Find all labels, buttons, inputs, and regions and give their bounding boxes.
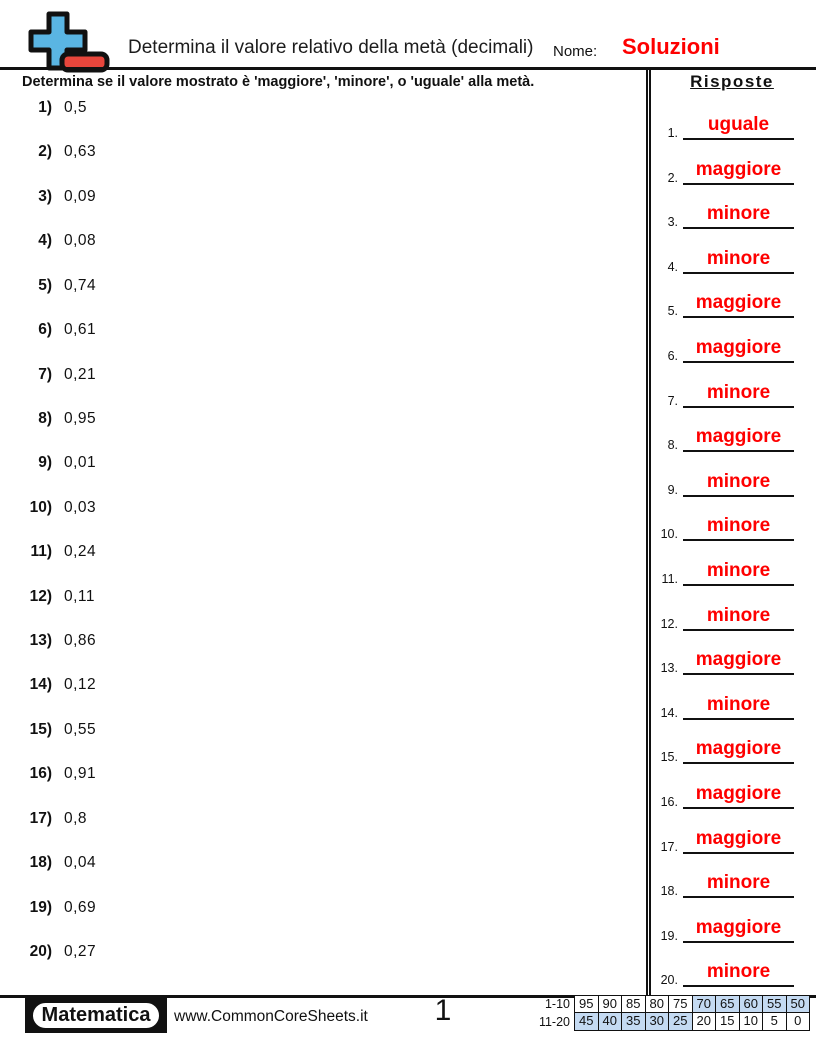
header-rule — [0, 67, 816, 70]
answer-row — [652, 773, 794, 809]
problem-value: 0,5 — [64, 99, 88, 116]
problem-value: 0,74 — [64, 276, 97, 294]
problem-value: 0,03 — [64, 498, 97, 516]
score-cell: 95 — [574, 995, 599, 1013]
problem-value: 0,86 — [64, 632, 97, 650]
problem-value: 0,55 — [64, 720, 97, 738]
problem-row — [8, 765, 208, 783]
answer-number: 14. — [660, 705, 678, 720]
instruction-text: Determina se il valore mostrato è 'maggiore', 'minore', o 'uguale' alla metà. — [22, 74, 535, 90]
problem-value: 0,8 — [64, 809, 88, 827]
problem-row — [8, 676, 208, 694]
problem-number: 3) — [38, 187, 52, 205]
problem-number: 7) — [38, 365, 52, 383]
problem-number: 16) — [29, 765, 52, 783]
answer-value: minore — [683, 248, 794, 274]
answer-row — [652, 550, 794, 586]
answer-row — [652, 595, 794, 631]
problem-value: 0,27 — [64, 942, 97, 960]
problem-row — [8, 277, 208, 295]
score-cell: 65 — [715, 995, 740, 1013]
answer-value: minore — [683, 203, 794, 229]
answer-number: 16. — [660, 795, 678, 809]
score-cell: 45 — [574, 1012, 599, 1031]
answer-number: 2. — [667, 170, 678, 185]
answer-row — [652, 193, 794, 229]
problem-number: 9) — [38, 454, 52, 472]
answer-value: minore — [683, 961, 794, 987]
answer-value: maggiore — [683, 292, 794, 318]
answer-row — [652, 327, 794, 363]
problem-value: 0,11 — [64, 587, 96, 605]
problem-value: 0,61 — [64, 321, 97, 339]
problem-value: 0,09 — [64, 187, 97, 205]
problem-value: 0,08 — [64, 232, 97, 250]
column-divider — [646, 70, 651, 995]
problem-value: 0,95 — [64, 409, 97, 427]
answer-row — [652, 684, 794, 720]
answer-value: maggiore — [683, 159, 794, 185]
problem-row — [8, 588, 208, 606]
page-title: Determina il valore relativo della metà (decimali) — [128, 37, 534, 58]
score-cell: 75 — [668, 995, 693, 1013]
answer-row — [652, 372, 794, 408]
problem-row — [8, 321, 208, 339]
problem-row — [8, 499, 208, 517]
problem-value: 0,91 — [64, 765, 97, 783]
problem-number: 19) — [29, 898, 52, 916]
website-url: www.CommonCoreSheets.it — [174, 1008, 368, 1025]
answer-number: 11. — [661, 572, 678, 586]
problem-number: 12) — [29, 587, 52, 605]
answer-value: minore — [683, 515, 794, 541]
answer-value: maggiore — [683, 337, 794, 363]
problem-row — [8, 99, 208, 117]
page-number: 1 — [434, 994, 452, 1027]
problem-row — [8, 454, 208, 472]
problem-number: 17) — [29, 809, 52, 827]
answer-row — [652, 818, 794, 854]
score-cell: 20 — [692, 1012, 717, 1031]
problem-number: 6) — [38, 321, 52, 339]
answer-value: minore — [683, 605, 794, 631]
problem-row — [8, 943, 208, 961]
score-cell: 85 — [621, 995, 646, 1013]
answer-value: maggiore — [683, 649, 794, 675]
answer-number: 18. — [660, 884, 678, 899]
answer-value: minore — [683, 560, 794, 586]
score-cell: 15 — [715, 1012, 740, 1031]
problem-value: 0,24 — [64, 543, 97, 561]
problem-number: 8) — [38, 409, 52, 427]
answer-value: minore — [683, 382, 794, 408]
problem-row — [8, 899, 208, 917]
answer-number: 17. — [660, 839, 678, 854]
problem-value: 0,21 — [64, 365, 97, 383]
answer-row — [652, 505, 794, 541]
score-cell: 55 — [762, 995, 787, 1013]
score-cell: 25 — [668, 1012, 693, 1031]
score-cell: 70 — [692, 995, 717, 1013]
answer-row — [652, 104, 794, 140]
answer-row — [652, 907, 794, 943]
score-cell: 10 — [739, 1012, 764, 1031]
problem-row — [8, 632, 208, 650]
problem-number: 5) — [38, 276, 52, 294]
answer-number: 9. — [667, 482, 678, 497]
problem-number: 11) — [30, 543, 52, 561]
problem-number: 2) — [38, 143, 52, 161]
answer-value: maggiore — [683, 783, 794, 809]
solutions-label: Soluzioni — [622, 34, 720, 59]
answer-number: 12. — [660, 616, 678, 631]
problem-row — [8, 721, 208, 739]
answer-row — [652, 149, 794, 185]
problem-row — [8, 543, 208, 561]
answer-row — [652, 862, 794, 898]
problem-number: 10) — [29, 498, 52, 516]
score-cell: 5 — [762, 1012, 787, 1031]
score-cell: 35 — [621, 1012, 646, 1031]
problem-row — [8, 188, 208, 206]
score-table — [528, 995, 810, 1031]
problem-number: 15) — [29, 720, 52, 738]
answer-value: uguale — [683, 114, 794, 140]
brand-label: Matematica — [30, 1000, 163, 1031]
answer-number: 20. — [660, 973, 678, 988]
answer-value: minore — [683, 471, 794, 497]
score-range-label: 1-10 — [544, 997, 570, 1011]
problem-value: 0,69 — [64, 898, 97, 916]
score-cell: 90 — [598, 995, 623, 1013]
score-cell: 40 — [598, 1012, 623, 1031]
answer-number: 6. — [667, 349, 678, 363]
problem-number: 18) — [29, 854, 52, 872]
answer-number: 15. — [660, 750, 678, 765]
problem-row — [8, 366, 208, 384]
score-cell: 60 — [739, 995, 764, 1013]
answer-value: maggiore — [683, 738, 794, 764]
answer-value: maggiore — [683, 917, 794, 943]
problem-value: 0,12 — [64, 676, 97, 694]
problem-number: 4) — [38, 232, 52, 250]
answers-header: Risposte — [690, 72, 774, 91]
answer-row — [652, 416, 794, 452]
answer-row — [652, 951, 794, 987]
problem-number: 1) — [38, 99, 52, 116]
brand-badge — [25, 998, 167, 1033]
answer-number: 13. — [660, 661, 678, 676]
answer-row — [652, 238, 794, 274]
problem-row — [8, 232, 208, 250]
name-label: Nome: — [553, 43, 598, 60]
answer-number: 10. — [660, 527, 678, 542]
answer-row — [652, 282, 794, 318]
problem-row — [8, 410, 208, 428]
score-table-row — [528, 1013, 810, 1031]
problem-number: 20) — [29, 942, 52, 960]
score-table-row — [528, 995, 810, 1013]
score-cell: 30 — [645, 1012, 670, 1031]
answer-number: 3. — [667, 215, 678, 230]
score-cell: 80 — [645, 995, 670, 1013]
plus-minus-icon — [16, 10, 111, 81]
problem-row — [8, 854, 208, 872]
problem-row — [8, 810, 208, 828]
score-cell: 50 — [786, 995, 811, 1013]
score-cell: 0 — [786, 1012, 811, 1031]
problem-number: 14) — [29, 676, 52, 694]
answer-row — [652, 461, 794, 497]
answer-value: minore — [683, 694, 794, 720]
problem-value: 0,04 — [64, 854, 97, 872]
problem-row — [8, 143, 208, 161]
answer-value: maggiore — [683, 828, 794, 854]
answer-number: 8. — [667, 438, 678, 453]
answer-row — [652, 728, 794, 764]
answer-number: 4. — [667, 259, 678, 274]
problem-value: 0,63 — [64, 143, 97, 161]
answer-number: 7. — [667, 393, 678, 408]
answer-number: 19. — [660, 928, 678, 943]
answer-value: maggiore — [683, 426, 794, 452]
answer-number: 1. — [667, 126, 678, 140]
answer-value: minore — [683, 872, 794, 898]
answer-number: 5. — [667, 304, 678, 319]
problem-value: 0,01 — [64, 454, 97, 472]
score-range-label: 11-20 — [538, 1015, 570, 1029]
problem-number: 13) — [29, 632, 52, 650]
answer-row — [652, 639, 794, 675]
